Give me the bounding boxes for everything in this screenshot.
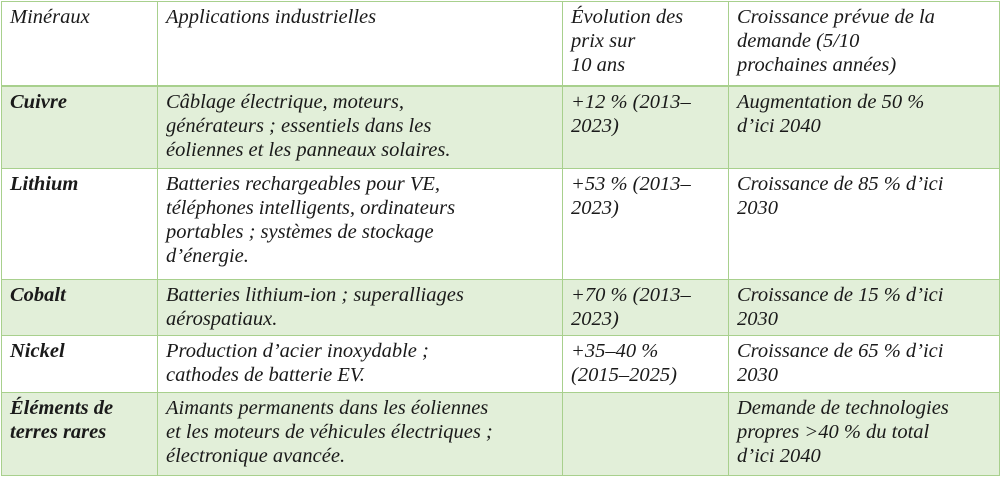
demand-growth-cell: Demande de technologies propres >40 % du total d’ici 2040 [729,393,1000,476]
price-evolution-cell: +35–40 % (2015–2025) [563,336,729,393]
header-price-evolution: Évolution des prix sur 10 ans [563,2,729,86]
price-evolution-cell: +70 % (2013– 2023) [563,280,729,336]
mineral-name: Cuivre [2,86,158,169]
demand-growth-cell: Croissance de 15 % d’ici 2030 [729,280,1000,336]
applications-cell: Batteries lithium-ion ; superalliages aérospatiaux. [158,280,563,336]
mineral-name: Cobalt [2,280,158,336]
demand-growth-cell: Augmentation de 50 % d’ici 2040 [729,86,1000,169]
demand-growth-cell: Croissance de 85 % d’ici 2030 [729,169,1000,280]
demand-growth-cell: Croissance de 65 % d’ici 2030 [729,336,1000,393]
header-mineral: Minéraux [2,2,158,86]
price-evolution-cell: +53 % (2013– 2023) [563,169,729,280]
price-evolution-cell: +12 % (2013– 2023) [563,86,729,169]
applications-cell: Câblage électrique, moteurs, générateurs ; essentiels dans les éoliennes et les panneaux solaires. [158,86,563,169]
table-row [2,86,1000,169]
applications-cell: Batteries rechargeables pour VE, téléphones intelligents, ordinateurs portables ; systèmes de stockage d’énergie. [158,169,563,280]
mineral-name: Nickel [2,336,158,393]
price-evolution-cell [563,393,729,476]
table-row [2,393,1000,476]
mineral-name: Éléments de terres rares [2,393,158,476]
table-row [2,336,1000,393]
table-row [2,169,1000,280]
header-applications: Applications industrielles [158,2,563,86]
applications-cell: Aimants permanents dans les éoliennes et les moteurs de véhicules électriques ; électronique avancée. [158,393,563,476]
applications-cell: Production d’acier inoxydable ; cathodes de batterie EV. [158,336,563,393]
mineral-name: Lithium [2,169,158,280]
table-row [2,280,1000,336]
header-demand-growth: Croissance prévue de la demande (5/10 prochaines années) [729,2,1000,86]
minerals-table [1,1,1000,476]
table-header-row [2,2,1000,86]
